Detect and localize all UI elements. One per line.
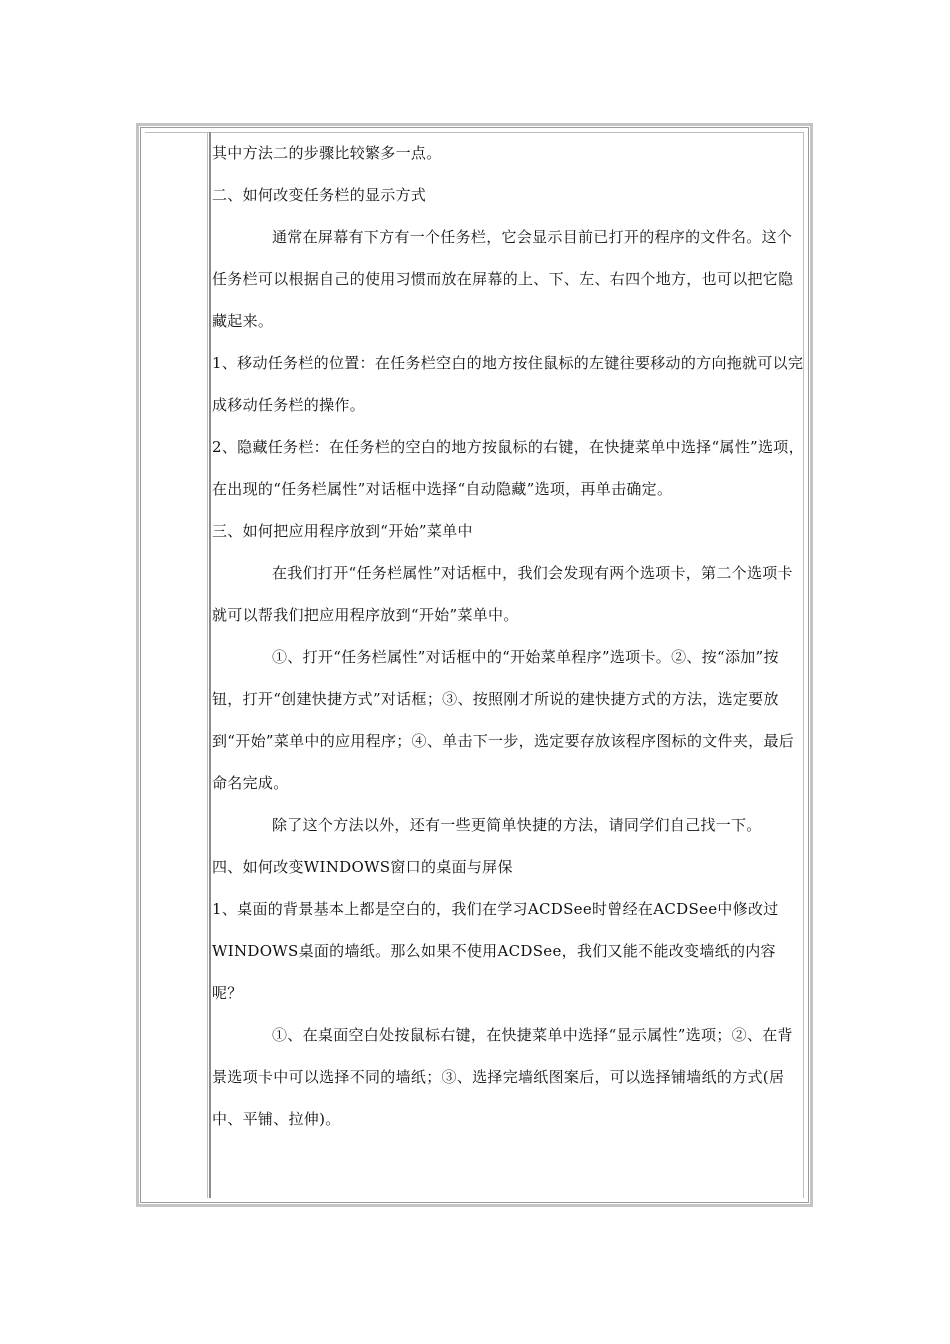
paragraph: 2、隐藏任务栏：在任务栏的空白的地方按鼠标的右键，在快捷菜单中选择“属性”选项，在出现的“任务栏属性”对话框中选择“自动隐藏”选项，再单击确定。	[212, 438, 804, 498]
section-heading: 三、如何把应用程序放到“开始”菜单中	[212, 522, 473, 540]
paragraph: 1、桌面的背景基本上都是空白的，我们在学习ACDSee时曾经在ACDSee中修改过WINDOWS桌面的墙纸。那么如果不使用ACDSee，我们又能不能改变墙纸的内容呢？	[212, 900, 779, 1002]
section-heading: 二、如何改变任务栏的显示方式	[212, 186, 427, 204]
paragraph: ①、在桌面空白处按鼠标右键，在快捷菜单中选择“显示属性”选项；②、在背景选项卡中可以选择不同的墙纸；③、选择完墙纸图案后，可以选择铺墙纸的方式(居中、平铺、拉伸)。	[212, 1026, 793, 1128]
paragraph: 除了这个方法以外，还有一些更简单快捷的方法，请同学们自己找一下。	[272, 816, 762, 834]
paragraph: 通常在屏幕有下方有一个任务栏，它会显示目前已打开的程序的文件名。这个任务栏可以根据自己的使用习惯而放在屏幕的上、下、左、右四个地方，也可以把它隐藏起来。	[212, 228, 794, 330]
paragraph: ①、打开“任务栏属性”对话框中的“开始菜单程序”选项卡。②、按“添加”按钮，打开“创建快捷方式”对话框；③、按照刚才所说的建快捷方式的方法，选定要放到“开始”菜单中的应用程序；④、单击下一步，选定要存放该程序图标的文件夹，最后命名完成。	[212, 648, 795, 792]
paragraph: 其中方法二的步骤比较繁多一点。	[212, 144, 442, 162]
section-heading: 四、如何改变WINDOWS窗口的桌面与屏保	[212, 858, 513, 876]
paragraph: 在我们打开“任务栏属性”对话框中，我们会发现有两个选项卡，第二个选项卡就可以帮我们把应用程序放到“开始”菜单中。	[212, 564, 793, 624]
paragraph: 1、移动任务栏的位置：在任务栏空白的地方按住鼠标的左键往要移动的方向拖就可以完成移动任务栏的操作。	[212, 354, 804, 414]
document-body	[212, 132, 806, 1140]
column-divider	[207, 132, 211, 1198]
